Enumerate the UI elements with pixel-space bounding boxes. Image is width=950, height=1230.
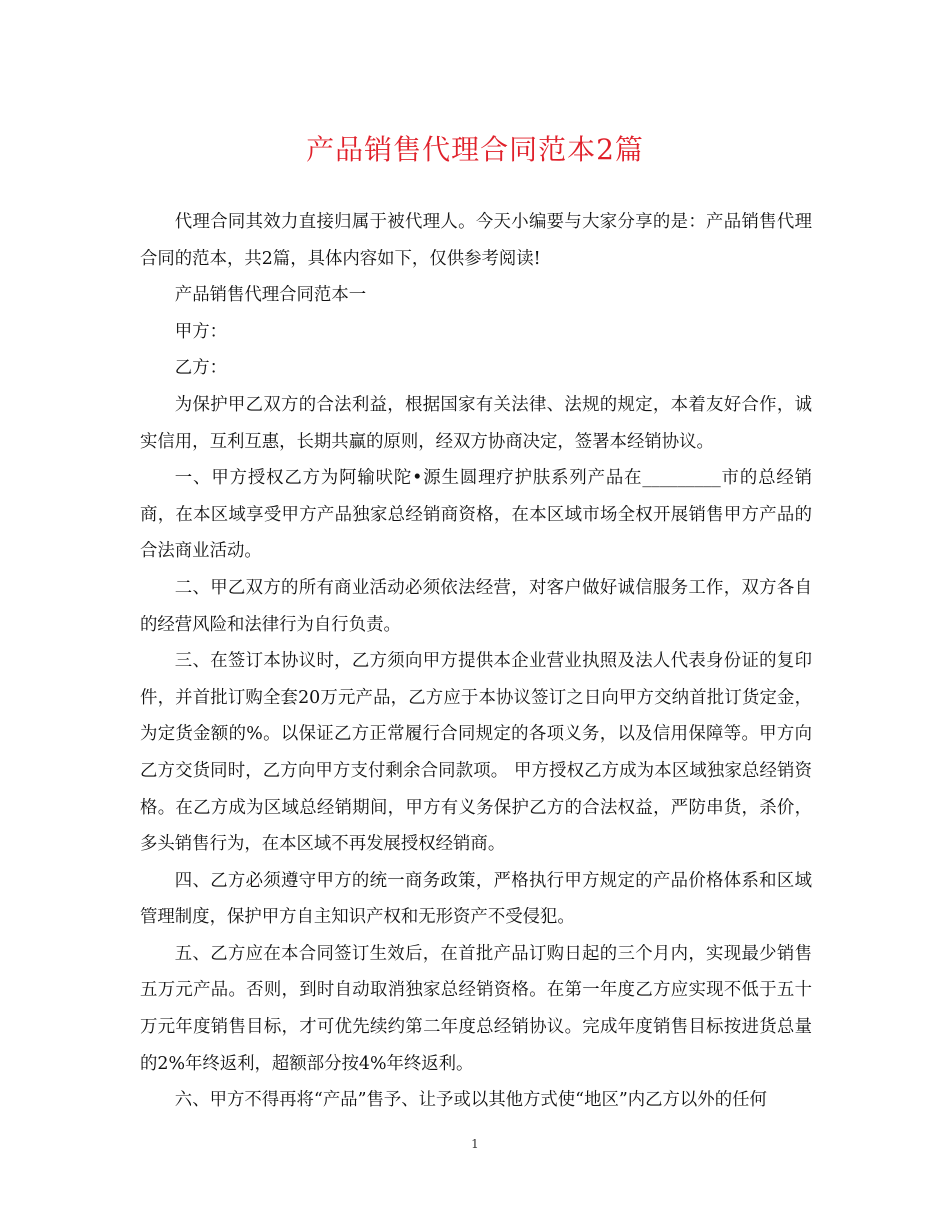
paragraph-intro: 代理合同其效力直接归属于被代理人。今天小编要与大家分享的是：产品销售代理合同的范本，共2篇，具体内容如下，仅供参考阅读! [140,212,812,269]
paragraph-clause-2: 二、甲乙双方的所有商业活动必须依法经营，对客户做好诚信服务工作，双方各自的经营风险和法律行为自行负责。 [140,577,812,635]
paragraph-party-b: 乙方： [174,358,227,379]
paragraph-clause-1: 一、甲方授权乙方为阿输吠陀•源生圆理疗护肤系列产品在_________市的总经销商，在本区域享受甲方产品独家总经销商资格，在本区域市场全权开展销售甲方产品的合法商业活动。 [140,468,812,562]
page-number: 1 [471,1137,479,1151]
document-title: 产品销售代理合同范本2篇 [306,133,644,166]
paragraph-clause-4: 四、乙方必须遵守甲方的统一商务政策，严格执行甲方规定的产品价格体系和区域管理制度，保护甲方自主知识产权和无形资产不受侵犯。 [140,870,812,928]
document-body [140,204,812,1119]
paragraph-clause-3: 三、在签订本协议时，乙方须向甲方提供本企业营业执照及法人代表身份证的复印件，并首批订购全套20万元产品，乙方应于本协议签订之日向甲方交纳首批订货定金，为定货金额的%。以保证乙方正常履行合同规定的各项义务，以及信用保障等。甲方向乙方交货同时，乙方向甲方支付剩余合同款项。 甲方授权乙方成为本区域独家总经销资格。在乙方成为区域总经销期间，甲方有义务保护乙方的合法权益，严防串货，杀价，多头销售行为，在本区域不再发展授权经销商。 [140,651,812,855]
paragraph-party-a: 甲方： [174,321,227,342]
paragraph-clause-6: 六、甲方不得再将“产品”售予、让予或以其他方式使“地区”内乙方以外的任何 [174,1090,767,1111]
paragraph-preamble: 为保护甲乙双方的合法利益，根据国家有关法律、法规的规定，本着友好合作，诚实信用，互利互惠，长期共赢的原则，经双方协商决定，签署本经销协议。 [140,394,812,452]
paragraph-section-heading: 产品销售代理合同范本一 [174,285,367,306]
paragraph-clause-5: 五、乙方应在本合同签订生效后，在首批产品订购日起的三个月内，实现最少销售五万元产品。否则，到时自动取消独家总经销资格。在第一年度乙方应实现不低于五十万元年度销售目标，才可优先续约第二年度总经销协议。完成年度销售目标按进货总量的2%年终返利，超额部分按4%年终返利。 [140,943,812,1074]
